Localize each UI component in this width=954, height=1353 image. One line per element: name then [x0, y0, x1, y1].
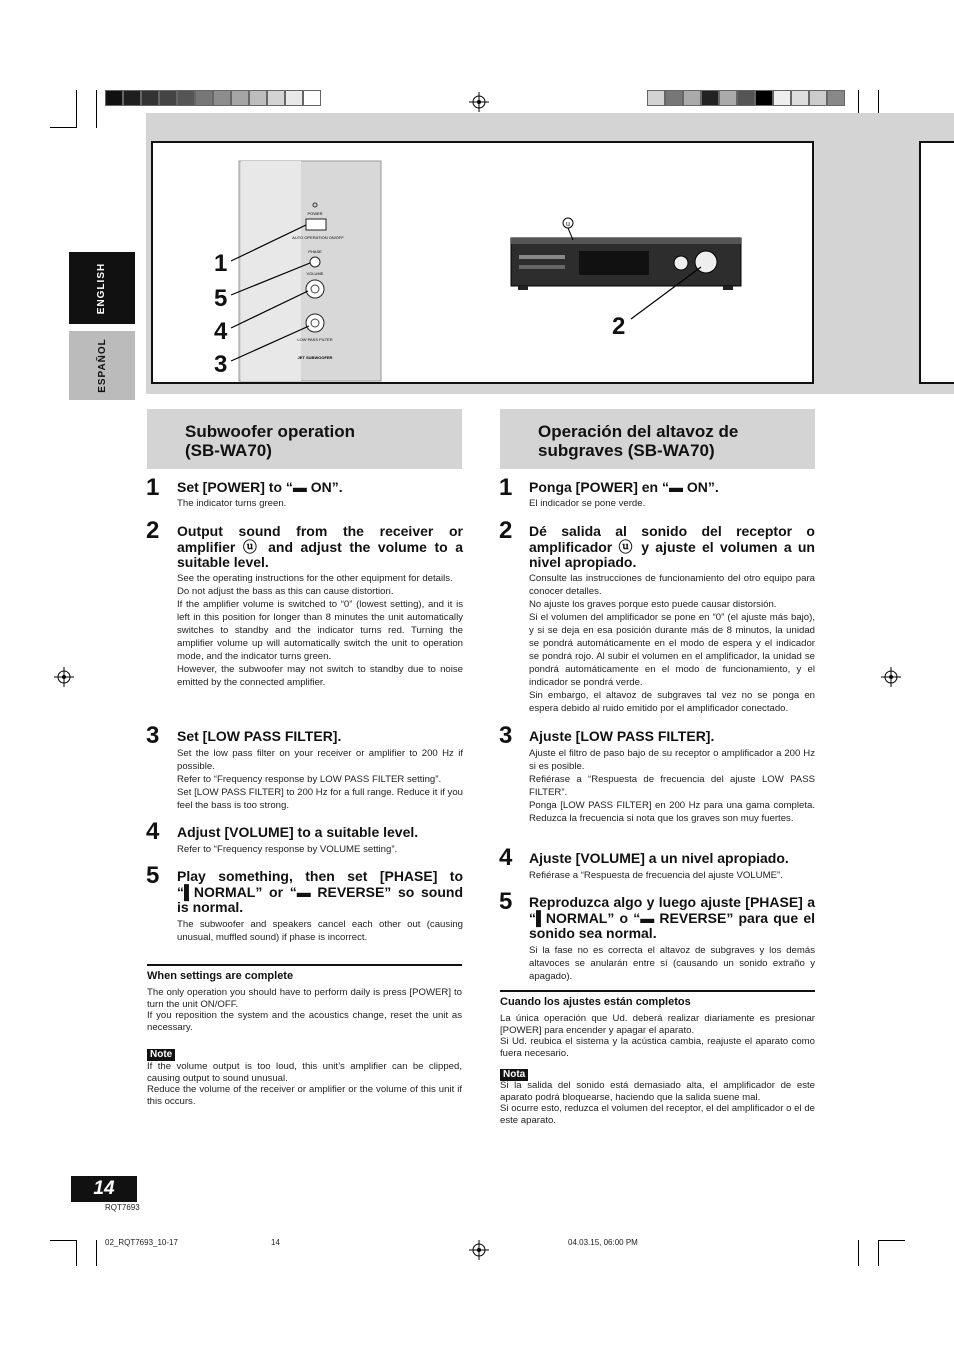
- registration-mark-icon: [469, 92, 489, 112]
- svg-text:u: u: [566, 221, 570, 228]
- en-complete-heading: When settings are complete: [147, 970, 294, 982]
- figure-illustration: [153, 143, 812, 382]
- spanish-title: Operación del altavoz de subgraves (SB-WA70): [538, 422, 739, 460]
- crop-mark: [50, 127, 76, 128]
- color-swatch: [719, 90, 737, 106]
- en-step-4-body: Refer to “Frequency response by VOLUME setting”.: [177, 844, 398, 855]
- color-swatch: [105, 90, 123, 106]
- file-name: 02_RQT7693_10-17: [105, 1238, 178, 1247]
- color-swatch: [195, 90, 213, 106]
- sheet-number: 14: [271, 1238, 280, 1247]
- color-swatch: [683, 90, 701, 106]
- color-swatch: [755, 90, 773, 106]
- color-swatch: [231, 90, 249, 106]
- crop-mark: [858, 1240, 859, 1266]
- es-note-label: Nota: [500, 1069, 528, 1081]
- color-swatch: [267, 90, 285, 106]
- en-step-4-number: 4: [146, 818, 160, 845]
- es-step-5-heading: Reproduzca algo y luego ajuste [PHASE] a “▌NORMAL” o “▬ REVERSE” para que el sonido sea normal.: [529, 894, 815, 941]
- callout-2: 2: [612, 313, 626, 340]
- en-step-3-heading: Set [LOW PASS FILTER].: [177, 728, 342, 744]
- es-step-1-heading: Ponga [POWER] en “▬ ON”.: [529, 479, 719, 495]
- registration-mark-icon: [54, 667, 74, 687]
- crop-mark: [50, 1240, 76, 1241]
- page-number: 14: [71, 1176, 137, 1202]
- color-swatch: [773, 90, 791, 106]
- figure-box-continued: [919, 141, 954, 384]
- en-step-5-heading: Play something, then set [PHASE] to “▌NORMAL” or “▬ REVERSE” so sound is normal.: [177, 868, 463, 915]
- es-step-3-body: Ajuste el filtro de paso bajo de su receptor o amplificador a 200 Hz si es posible. Refiérase a “Respuesta de frecuencia del ajuste LOW PASS FILTER”. Ponga [LOW PASS FILTER] en 200 Hz para una gama completa. Reduzca la frecuencia si nota que los graves son muy fuertes.: [529, 748, 815, 824]
- color-swatch: [213, 90, 231, 106]
- callout-5: 5: [214, 285, 228, 312]
- crop-mark: [76, 90, 77, 128]
- es-step-5-body: Si la fase no es correcta el altavoz de subgraves y los demás altavoces se anularán entre sí (causando un sonido extraño y apagado).: [529, 945, 815, 982]
- figure-box: [151, 141, 814, 384]
- es-step-4-body: Refiérase a “Respuesta de frecuencia del ajuste VOLUME”.: [529, 870, 783, 881]
- registration-mark-icon: [469, 1240, 489, 1260]
- es-step-2-number: 2: [499, 517, 513, 544]
- color-swatch: [737, 90, 755, 106]
- es-step-4-heading: Ajuste [VOLUME] a un nivel apropiado.: [529, 850, 789, 866]
- crop-mark: [96, 1240, 97, 1266]
- crop-mark: [878, 1240, 879, 1266]
- en-step-4-heading: Adjust [VOLUME] to a suitable level.: [177, 824, 419, 840]
- es-step-2-body: Consulte las instrucciones de funcionamiento del otro equipo para conocer detalles. No ajuste los graves porque esto puede causar distorsión. Si el volumen del amplificador se pone en “0” (el ajuste más bajo), y si se deja en esa posición durante más de 8 minutos, la unidad se pondrá automáticamente en el modo de espera y el indicador se pondrá rojo. Al subir el volumen en el amplificador, la unidad se pondrá automáticamente en el modo de funcionamiento, y el indicador se pondrá verde. Sin embargo, el altavoz de subgraves tal vez no se ponga en espera debido al ruido emitido por el amplificador conectado.: [529, 573, 815, 714]
- en-step-1-heading: Set [POWER] to “▬ ON”.: [177, 479, 343, 495]
- es-step-1-number: 1: [499, 474, 513, 501]
- es-step-3-number: 3: [499, 722, 513, 749]
- color-swatch: [141, 90, 159, 106]
- en-step-2-number: 2: [146, 517, 160, 544]
- tab-english-label: ENGLISH: [96, 262, 108, 314]
- tab-espanol-label: ESPAÑOL: [96, 338, 108, 393]
- color-swatch: [177, 90, 195, 106]
- tab-espanol[interactable]: [69, 331, 135, 400]
- en-step-1-body: The indicator turns green.: [177, 498, 287, 509]
- es-step-4-number: 4: [499, 844, 513, 871]
- color-swatch: [285, 90, 303, 106]
- english-section-header: [147, 409, 462, 469]
- color-swatch: [701, 90, 719, 106]
- print-color-bar-left: [105, 90, 321, 106]
- es-complete-body: La única operación que Ud. deberá realizar diariamente es presionar [POWER] para encender y apagar el aparato. Si Ud. reubica el sistema y la acústica cambia, reajuste el aparato como fuera necesario.: [500, 1013, 815, 1059]
- en-step-3-number: 3: [146, 722, 160, 749]
- es-step-1-body: El indicador se pone verde.: [529, 498, 646, 509]
- lpf-knob[interactable]: [306, 314, 324, 332]
- registration-mark-icon: [881, 667, 901, 687]
- en-step-2-heading: Output sound from the receiver or amplifier ⓤ and adjust the volume to a suitable level.: [177, 523, 463, 570]
- en-note-body: If the volume output is too loud, this unit’s amplifier can be clipped, causing output to sound unusual. Reduce the volume of the receiver or amplifier or the volume of this unit if this occurs.: [147, 1061, 462, 1107]
- es-note-body: Si la salida del sonido está demasiado alta, el amplificador de este aparato podrá bloquearse, haciendo que la salida suene mal. Si ocurre esto, reduzca el volumen del receptor, el del amplificador o el de este aparato.: [500, 1080, 815, 1126]
- en-step-2-body: See the operating instructions for the other equipment for details. Do not adjust the bass as this can cause distortion. If the amplifier volume is switched to “0” (lowest setting), and it is left in this position for longer than 8 minutes the unit automatically switches to standby and the indicator turns red. Turning the amplifier volume up will automatically switch the unit to operation mode, and the indicator turns green. However, the subwoofer may not switch to standby due to noise emitted by the connected amplifier.: [177, 573, 463, 688]
- phase-panel-label: PHASE: [308, 249, 322, 254]
- es-step-2-heading: Dé salida al sonido del receptor o amplificador ⓤ y ajuste el volumen a un nivel apropiado.: [529, 523, 815, 570]
- power-panel-label: POWER: [307, 211, 323, 216]
- crop-mark: [96, 90, 97, 128]
- es-step-5-number: 5: [499, 888, 513, 915]
- color-swatch: [809, 90, 827, 106]
- callout-3: 3: [214, 351, 228, 378]
- auto-operation-label: AUTO OPERATION ON/OFF: [292, 235, 344, 240]
- color-swatch: [123, 90, 141, 106]
- doc-code: RQT7693: [105, 1203, 140, 1212]
- es-complete-heading: Cuando los ajustes están completos: [500, 996, 691, 1008]
- phase-switch[interactable]: [310, 257, 320, 267]
- en-divider: [147, 964, 462, 966]
- english-title: Subwoofer operation (SB-WA70): [185, 422, 355, 460]
- crop-mark: [879, 1240, 905, 1241]
- en-note-label: Note: [147, 1049, 175, 1061]
- en-complete-body: The only operation you should have to perform daily is press [POWER] to turn the unit ON/OFF. If you reposition the system and the acoustics change, reset the unit as necessary.: [147, 987, 462, 1033]
- color-swatch: [159, 90, 177, 106]
- en-step-5-body: The subwoofer and speakers cancel each other out (causing unusual, muffled sound) if phase is incorrect.: [177, 919, 463, 943]
- callout-4: 4: [214, 318, 228, 345]
- color-swatch: [249, 90, 267, 106]
- en-step-5-number: 5: [146, 862, 160, 889]
- callout-1: 1: [214, 250, 228, 277]
- es-step-3-heading: Ajuste [LOW PASS FILTER].: [529, 728, 715, 744]
- lpf-panel-label: LOW PASS FILTER: [297, 337, 333, 342]
- spanish-section-header: [500, 409, 815, 469]
- color-swatch: [791, 90, 809, 106]
- power-switch[interactable]: [306, 219, 326, 230]
- en-step-3-body: Set the low pass filter on your receiver or amplifier to 200 Hz if possible. Refer to “Frequency response by LOW PASS FILTER setting”. Set [LOW PASS FILTER] to 200 Hz for a full range. Reduce it if you feel the bass is too strong.: [177, 748, 463, 811]
- color-swatch: [665, 90, 683, 106]
- volume-knob[interactable]: [306, 280, 324, 298]
- es-divider: [500, 990, 815, 992]
- tab-english[interactable]: [69, 252, 135, 324]
- color-swatch: [827, 90, 845, 106]
- crop-mark: [76, 1240, 77, 1266]
- color-swatch: [647, 90, 665, 106]
- color-swatch: [303, 90, 321, 106]
- en-step-1-number: 1: [146, 474, 160, 501]
- model-label: JET SUBWOOFER: [297, 355, 333, 360]
- print-date: 04.03.15, 06:00 PM: [568, 1238, 638, 1247]
- print-color-bar-right: [647, 90, 845, 106]
- volume-panel-label: VOLUME: [306, 271, 324, 276]
